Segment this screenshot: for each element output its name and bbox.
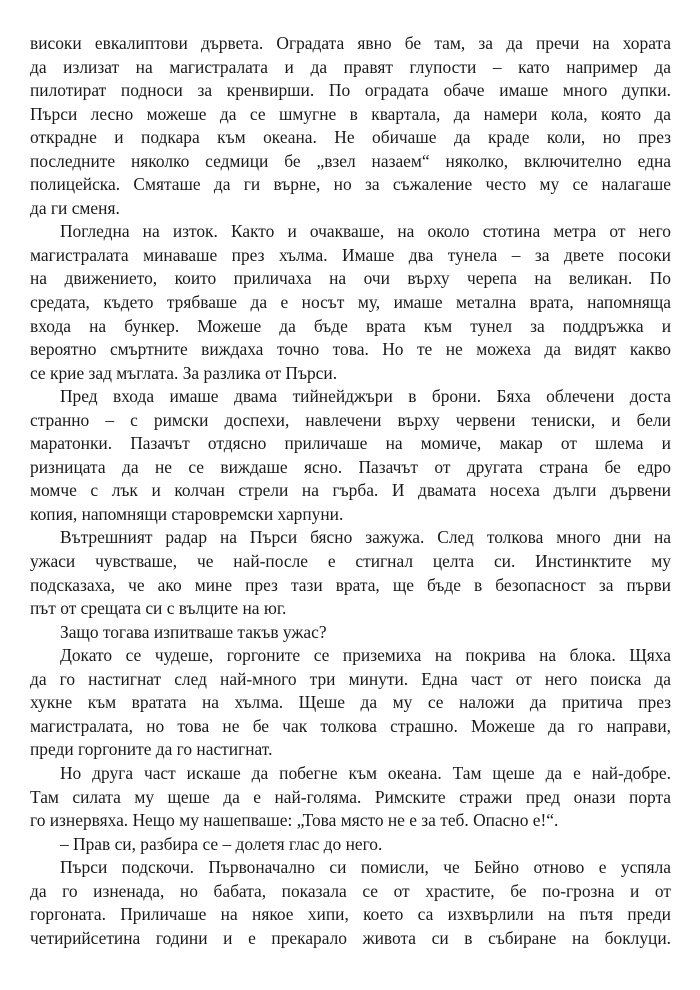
text-line: средата, където трябваше да е носът му, имаше метална врата, напомняща [30,292,671,313]
text-line: Но друга част искаше да побегне към океана. Там щеше да е най-добре. [60,762,671,783]
text-line: Пърси лесно можеше да се шмугне в квартала, да намери кола, която да [30,103,671,124]
paragraph [30,526,671,620]
text-line: пилотират подноси за кренвирши. По оградата обаче имаше много дупки. [30,80,671,101]
page-text [30,32,671,950]
text-line: горгоната. Приличаше на някое хипи, което са изхвърлили на пътя преди [30,904,671,925]
paragraph [30,621,671,645]
text-line: четирийсетина години и е прекарало живота си в събиране на боклуци. [30,927,671,948]
text-line: Пърси подскочи. Първоначално си помисли, че Бейно отново е успяла [60,857,671,878]
text-line: хукне към вратата на хълма. Щеше да му се наложи да притича през [30,692,671,713]
text-line: да ги сменя. [30,197,120,218]
text-line: на движението, които приличаха на очи върху черепа на великан. По [30,268,671,289]
text-line: последните няколко седмици бе „взел назаем“ няколко, включително една [30,150,671,171]
paragraph [30,220,671,385]
text-line: Вътрешният радар на Пърси бясно зажужа. След толкова много дни на [60,527,671,548]
text-line: странно – с римски доспехи, навлечени върху червени тениски, и бели [30,409,671,430]
text-line: магистралата, но това не бе чак толкова страшно. Можеше да го направи, [30,715,671,736]
text-line: път от срещата си с вълците на юг. [30,598,287,619]
text-line: Защо тогава изпитваше такъв ужас? [60,621,327,642]
text-line: се крие зад мъглата. За разлика от Пърси. [30,362,338,383]
text-line: Погледна на изток. Както и очакваше, на около стотина метра от него [60,221,671,242]
text-line: входа на бункер. Можеше да бъде врата към тунел за поддръжка и [30,315,671,336]
text-line: момче с лък и колчан стрели на гърба. И двамата носеха дълги дървени [30,480,671,501]
text-line: Пред входа имаше двама тийнейджъри в брони. Бяха облечени доста [60,386,671,407]
paragraph [30,833,671,857]
text-line: подсказаха, че ако мине през тази врата, ще бъде в безопасност за първи [30,574,671,595]
text-line: полицейска. Смяташе да ги върне, но за съжаление често му се налагаше [30,174,671,195]
paragraph [30,644,671,762]
text-line: магистралата минаваше през хълма. Имаше два тунела – за двете посоки [30,244,671,265]
paragraph [30,856,671,950]
text-line: Докато се чудеше, горгоните се приземиха на покрива на блока. Щяха [60,645,671,666]
text-line: вероятно смъртните виждаха точно това. Но те не можеха да видят какво [30,339,671,360]
text-line: преди горгоните да го настигнат. [30,739,273,760]
paragraph [30,385,671,526]
text-line: Там силата му щеше да е най-голяма. Римските стражи пред онази порта [30,786,671,807]
text-line: ризницата да не се виждаше ясно. Пазачът от другата страна бе едро [30,456,671,477]
text-line: го изнервяха. Нещо му нашепваше: „Това място не е за теб. Опасно е!“. [30,810,559,831]
paragraph [30,32,671,220]
text-line: открадне и подкара към океана. Не обичаше да краде коли, но през [30,127,671,148]
text-line: ужаси чувстваше, че най-после е стигнал целта си. Инстинктите му [30,551,671,572]
text-line: копия, напомнящи старовремски харпуни. [30,503,344,524]
text-line: да излизат на магистралата и да правят глупости – като например да [30,56,671,77]
text-line: маратонки. Пазачът отдясно приличаше на момиче, макар от шлема и [30,433,671,454]
text-line: – Прав си, разбира се – долетя глас до него. [60,833,383,854]
text-line: да го изненада, но бабата, показала се от храстите, бе по-грозна и от [30,880,671,901]
text-line: високи евкалиптови дървета. Оградата явно бе там, за да пречи на хората [30,33,671,53]
paragraph [30,762,671,833]
text-line: да го настигнат след най-много три минути. Една част от него поиска да [30,668,671,689]
